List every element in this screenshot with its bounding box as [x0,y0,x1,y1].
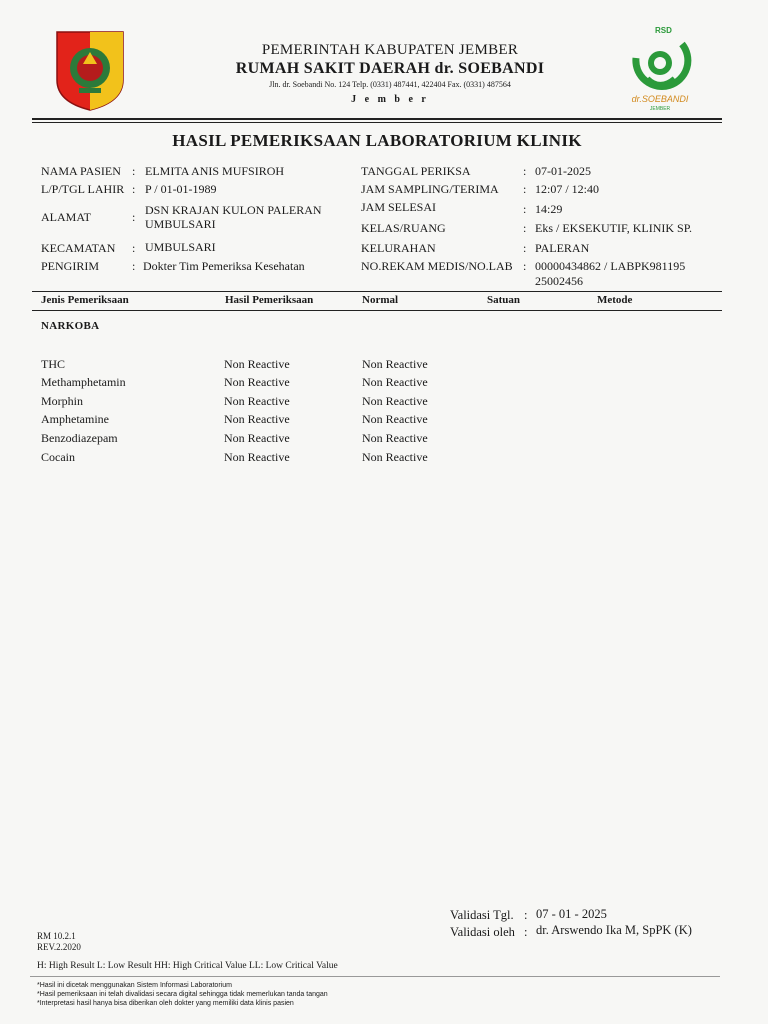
exam-date: 07-01-2025 [535,164,591,178]
exam-date-label: TANGGAL PERIKSA [361,164,471,178]
colon: : [523,259,527,273]
table-row-normal: Non Reactive [362,375,428,389]
colon: : [523,164,527,178]
colon: : [524,925,528,939]
record-number-line2: 25002456 [535,274,583,288]
footnote: *Interpretasi hasil hanya bisa diberikan oleh dokter yang memiliki data klinis pasien [37,1000,294,1007]
table-row-test: Cocain [41,450,75,464]
table-row-normal: Non Reactive [362,450,428,464]
sex-dob-label: L/P/TGL LAHIR [41,182,125,196]
record-number-line1: 00000434862 / LABPK981195 [535,259,686,273]
colon: : [523,182,527,196]
finish-time-label: JAM SELESAI [361,200,437,214]
colon: : [132,182,136,196]
record-number-label: NO.REKAM MEDIS/NO.LAB [361,259,513,273]
validation-date: 07 - 01 - 2025 [536,907,607,921]
col-header-test: Jenis Pemeriksaan [41,294,129,306]
report-title: HASIL PEMERIKSAAN LABORATORIUM KLINIK [172,131,582,150]
table-row-result: Non Reactive [224,375,290,389]
village-label: KELURAHAN [361,241,436,255]
table-row-normal: Non Reactive [362,357,428,371]
sex-dob: P / 01-01-1989 [145,182,217,196]
section-narkoba: NARKOBA [41,320,100,332]
hospital-logo-sub: JEMBER [649,106,671,112]
footnote: *Hasil pemeriksaan ini telah divalidasi secara digital sehingga tidak memerlukan tanda tangan [37,991,328,998]
sampling-time-label: JAM SAMPLING/TERIMA [361,182,499,196]
col-header-result: Hasil Pemeriksaan [225,294,314,306]
table-row-test: THC [41,357,65,371]
class-room: Eks / EKSEKUTIF, KLINIK SP. [535,221,693,235]
village: PALERAN [535,241,590,255]
colon: : [523,241,527,255]
patient-name: ELMITA ANIS MUFSIROH [145,164,285,178]
table-row-test: Benzodiazepam [41,431,118,445]
district-label: KECAMATAN [41,241,116,255]
table-header-top-line [32,291,722,292]
colon: : [132,210,136,224]
table-row-result: Non Reactive [224,450,290,464]
col-header-method: Metode [597,294,633,306]
finish-time: 14:29 [535,202,563,216]
form-revision: REV.2.2020 [37,942,81,952]
col-header-unit: Satuan [487,294,521,306]
table-row-test: Amphetamine [41,412,109,426]
hospital-address: Jln. dr. Soebandi No. 124 Telp. (0331) 487441, 422404 Fax. (0331) 487564 [269,80,511,89]
header-divider [32,118,722,120]
sender: Dokter Tim Pemeriksa Kesehatan [143,259,305,273]
patient-name-label: NAMA PASIEN [41,164,121,178]
validation-by: dr. Arswendo Ika M, SpPK (K) [536,923,692,937]
validation-date-label: Validasi Tgl. [450,908,514,922]
colon: : [132,241,136,255]
colon: : [524,908,528,922]
header-divider-thin [32,122,722,123]
table-row-normal: Non Reactive [362,412,428,426]
table-row-test: Morphin [41,394,83,408]
hospital-city: J e m b e r [351,94,429,105]
table-row-result: Non Reactive [224,431,290,445]
table-row-result: Non Reactive [224,412,290,426]
form-code: RM 10.2.1 [37,931,76,941]
colon: : [132,259,136,273]
table-header-bottom-line [32,310,722,311]
regency-emblem-logo [55,30,125,112]
address-line2: UMBULSARI [145,217,216,231]
colon: : [132,164,136,178]
address-line1: DSN KRAJAN KULON PALERAN [145,203,322,217]
district: UMBULSARI [145,240,216,254]
sampling-time: 12:07 / 12:40 [535,182,600,196]
colon: : [523,202,527,216]
table-row-normal: Non Reactive [362,394,428,408]
footnote: *Hasil ini dicetak menggunakan Sistem Informasi Laboratorium [37,982,232,989]
class-room-label: KELAS/RUANG [361,221,446,235]
sender-label: PENGIRIM [41,259,100,273]
result-legend: H: High Result L: Low Result HH: High Critical Value LL: Low Critical Value [37,961,338,971]
table-row-result: Non Reactive [224,357,290,371]
colon: : [523,221,527,235]
hospital-logo-tag: RSD [655,26,672,35]
table-row-test: Methamphetamin [41,375,126,389]
table-row-result: Non Reactive [224,394,290,408]
address-label: ALAMAT [41,210,91,224]
col-header-normal: Normal [362,294,399,306]
validation-by-label: Validasi oleh [450,925,515,939]
footer-divider [30,976,720,977]
table-row-normal: Non Reactive [362,431,428,445]
hospital-logo-name: dr.SOEBANDI [631,94,689,104]
government-name: PEMERINTAH KABUPATEN JEMBER [261,42,519,58]
hospital-name: RUMAH SAKIT DAERAH dr. SOEBANDI [235,60,545,77]
hospital-logo [620,28,700,118]
